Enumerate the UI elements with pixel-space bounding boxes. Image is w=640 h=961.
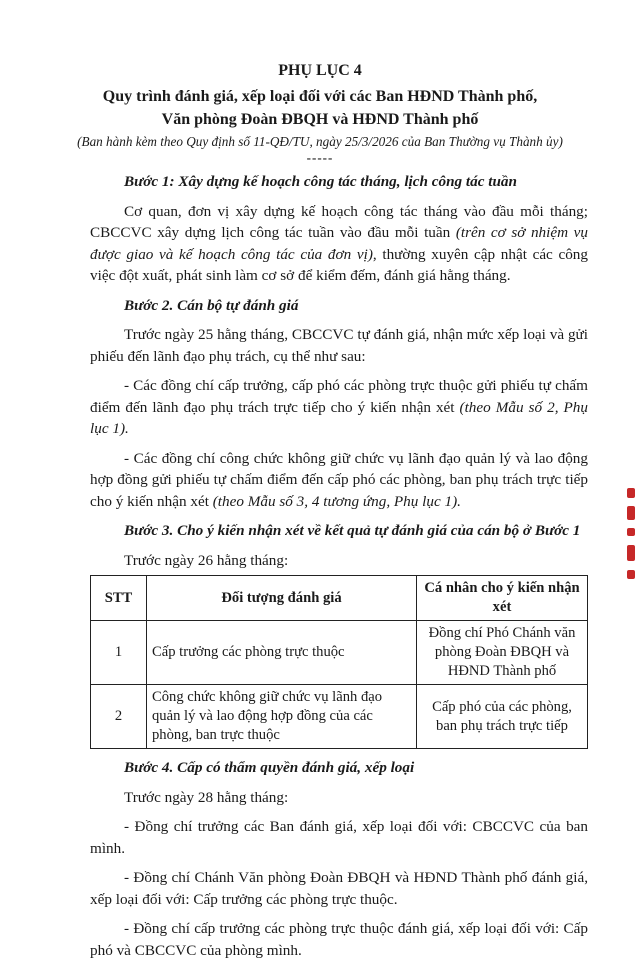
seal-mark xyxy=(627,545,635,561)
step3-intro: Trước ngày 26 hằng tháng: xyxy=(124,551,289,569)
step2-item2-text: - Các đồng chí công chức không giữ chức vụ lãnh đạo quản lý và lao động hợp đồng gửi phiếu tự chấm điểm đến cấp phó các phòng, ban phụ trách trực tiếp cho ý kiến nhận xét xyxy=(90,449,588,510)
step1-heading: Bước 1: Xây dựng kế hoạch công tác tháng, lịch công tác tuần xyxy=(124,173,517,190)
table-header-row xyxy=(91,576,588,621)
table-cell-stt: 1 xyxy=(91,621,147,685)
table-header-stt: STT xyxy=(91,576,147,621)
step4-item-1: - Đồng chí trưởng các Ban đánh giá, xếp loại đối với: CBCCVC của ban mình. xyxy=(90,818,588,857)
evaluation-table xyxy=(90,575,588,749)
title-line-2: Văn phòng Đoàn ĐBQH và HĐND Thành phố xyxy=(161,111,479,128)
title-line-1: Quy trình đánh giá, xếp loại đối với các Ban HĐND Thành phố, xyxy=(102,88,538,105)
table-header-subject: Đối tượng đánh giá xyxy=(147,576,417,621)
step2-item2-italic: (theo Mẫu số 3, 4 tương ứng, Phụ lục 1). xyxy=(212,492,461,510)
table-row xyxy=(91,685,588,749)
step4-item-3: - Đồng chí cấp trưởng các phòng trực thuộc đánh giá, xếp loại đối với: Cấp phó và CBCCVC của phòng mình. xyxy=(90,920,588,959)
step1-paragraph xyxy=(90,201,588,287)
appendix-heading: PHỤ LỤC 4 xyxy=(278,62,362,79)
seal-mark xyxy=(627,506,635,520)
step2-item1-text: - Các đồng chí cấp trưởng, cấp phó các phòng trực thuộc gửi phiếu tự chấm điểm đến lãnh đạo phụ trách trực tiếp cho ý kiến nhận xét xyxy=(90,377,588,416)
document-body xyxy=(90,170,588,961)
step1-text-a: Cơ quan, đơn vị xây dựng kế hoạch công tác tháng vào đầu mỗi tháng; CBCCVC xây dựng lịch công tác tuần vào đầu mỗi tuần xyxy=(90,202,588,241)
table-header-reviewer: Cá nhân cho ý kiến nhận xét xyxy=(417,576,588,621)
step3-heading: Bước 3. Cho ý kiến nhận xét về kết quả tự đánh giá của cán bộ ở Bước 1 xyxy=(124,522,581,539)
step4-intro: Trước ngày 28 hằng tháng: xyxy=(124,788,289,806)
issuance-note: (Ban hành kèm theo Quy định số 11-QĐ/TU, ngày 25/3/2026 của Ban Thường vụ Thành ủy) xyxy=(77,134,563,149)
step4-heading: Bước 4. Cấp có thẩm quyền đánh giá, xếp loại xyxy=(124,759,415,776)
separator: ----- xyxy=(306,150,334,165)
table-row xyxy=(91,621,588,685)
step1-text-italic: (trên cơ sở nhiệm vụ được giao và kế hoạch công tác của đơn vị) xyxy=(90,224,588,263)
table-cell-stt: 2 xyxy=(91,685,147,749)
table-cell-reviewer: Đồng chí Phó Chánh văn phòng Đoàn ĐBQH và HĐND Thành phố xyxy=(417,621,588,685)
step1-text-b: , thường xuyên cập nhật các công việc đột xuất, phát sinh làm cơ sở để kiểm đếm, đánh giá hằng tháng. xyxy=(90,245,588,284)
step4-item-2: - Đồng chí Chánh Văn phòng Đoàn ĐBQH và HĐND Thành phố đánh giá, xếp loại đối với: Cấp trưởng các phòng trực thuộc. xyxy=(90,869,588,908)
seal-mark xyxy=(627,488,635,498)
seal-mark xyxy=(627,570,635,579)
step2-item-2 xyxy=(90,448,588,513)
step2-item1-italic: (theo Mẫu số 2, Phụ lục 1). xyxy=(90,398,588,437)
table-cell-reviewer: Cấp phó của các phòng, ban phụ trách trực tiếp xyxy=(417,685,588,749)
table-cell-subject: Công chức không giữ chức vụ lãnh đạo quản lý và lao động hợp đồng của các phòng, ban trực thuộc xyxy=(147,685,417,749)
step2-intro: Trước ngày 25 hằng tháng, CBCCVC tự đánh giá, nhận mức xếp loại và gửi phiếu đến lãnh đạo phụ trách, cụ thể như sau: xyxy=(90,326,588,365)
table-cell-subject: Cấp trưởng các phòng trực thuộc xyxy=(147,621,417,685)
step2-item-1 xyxy=(90,375,588,440)
seal-mark xyxy=(627,528,635,536)
step2-heading: Bước 2. Cán bộ tự đánh giá xyxy=(124,296,299,314)
